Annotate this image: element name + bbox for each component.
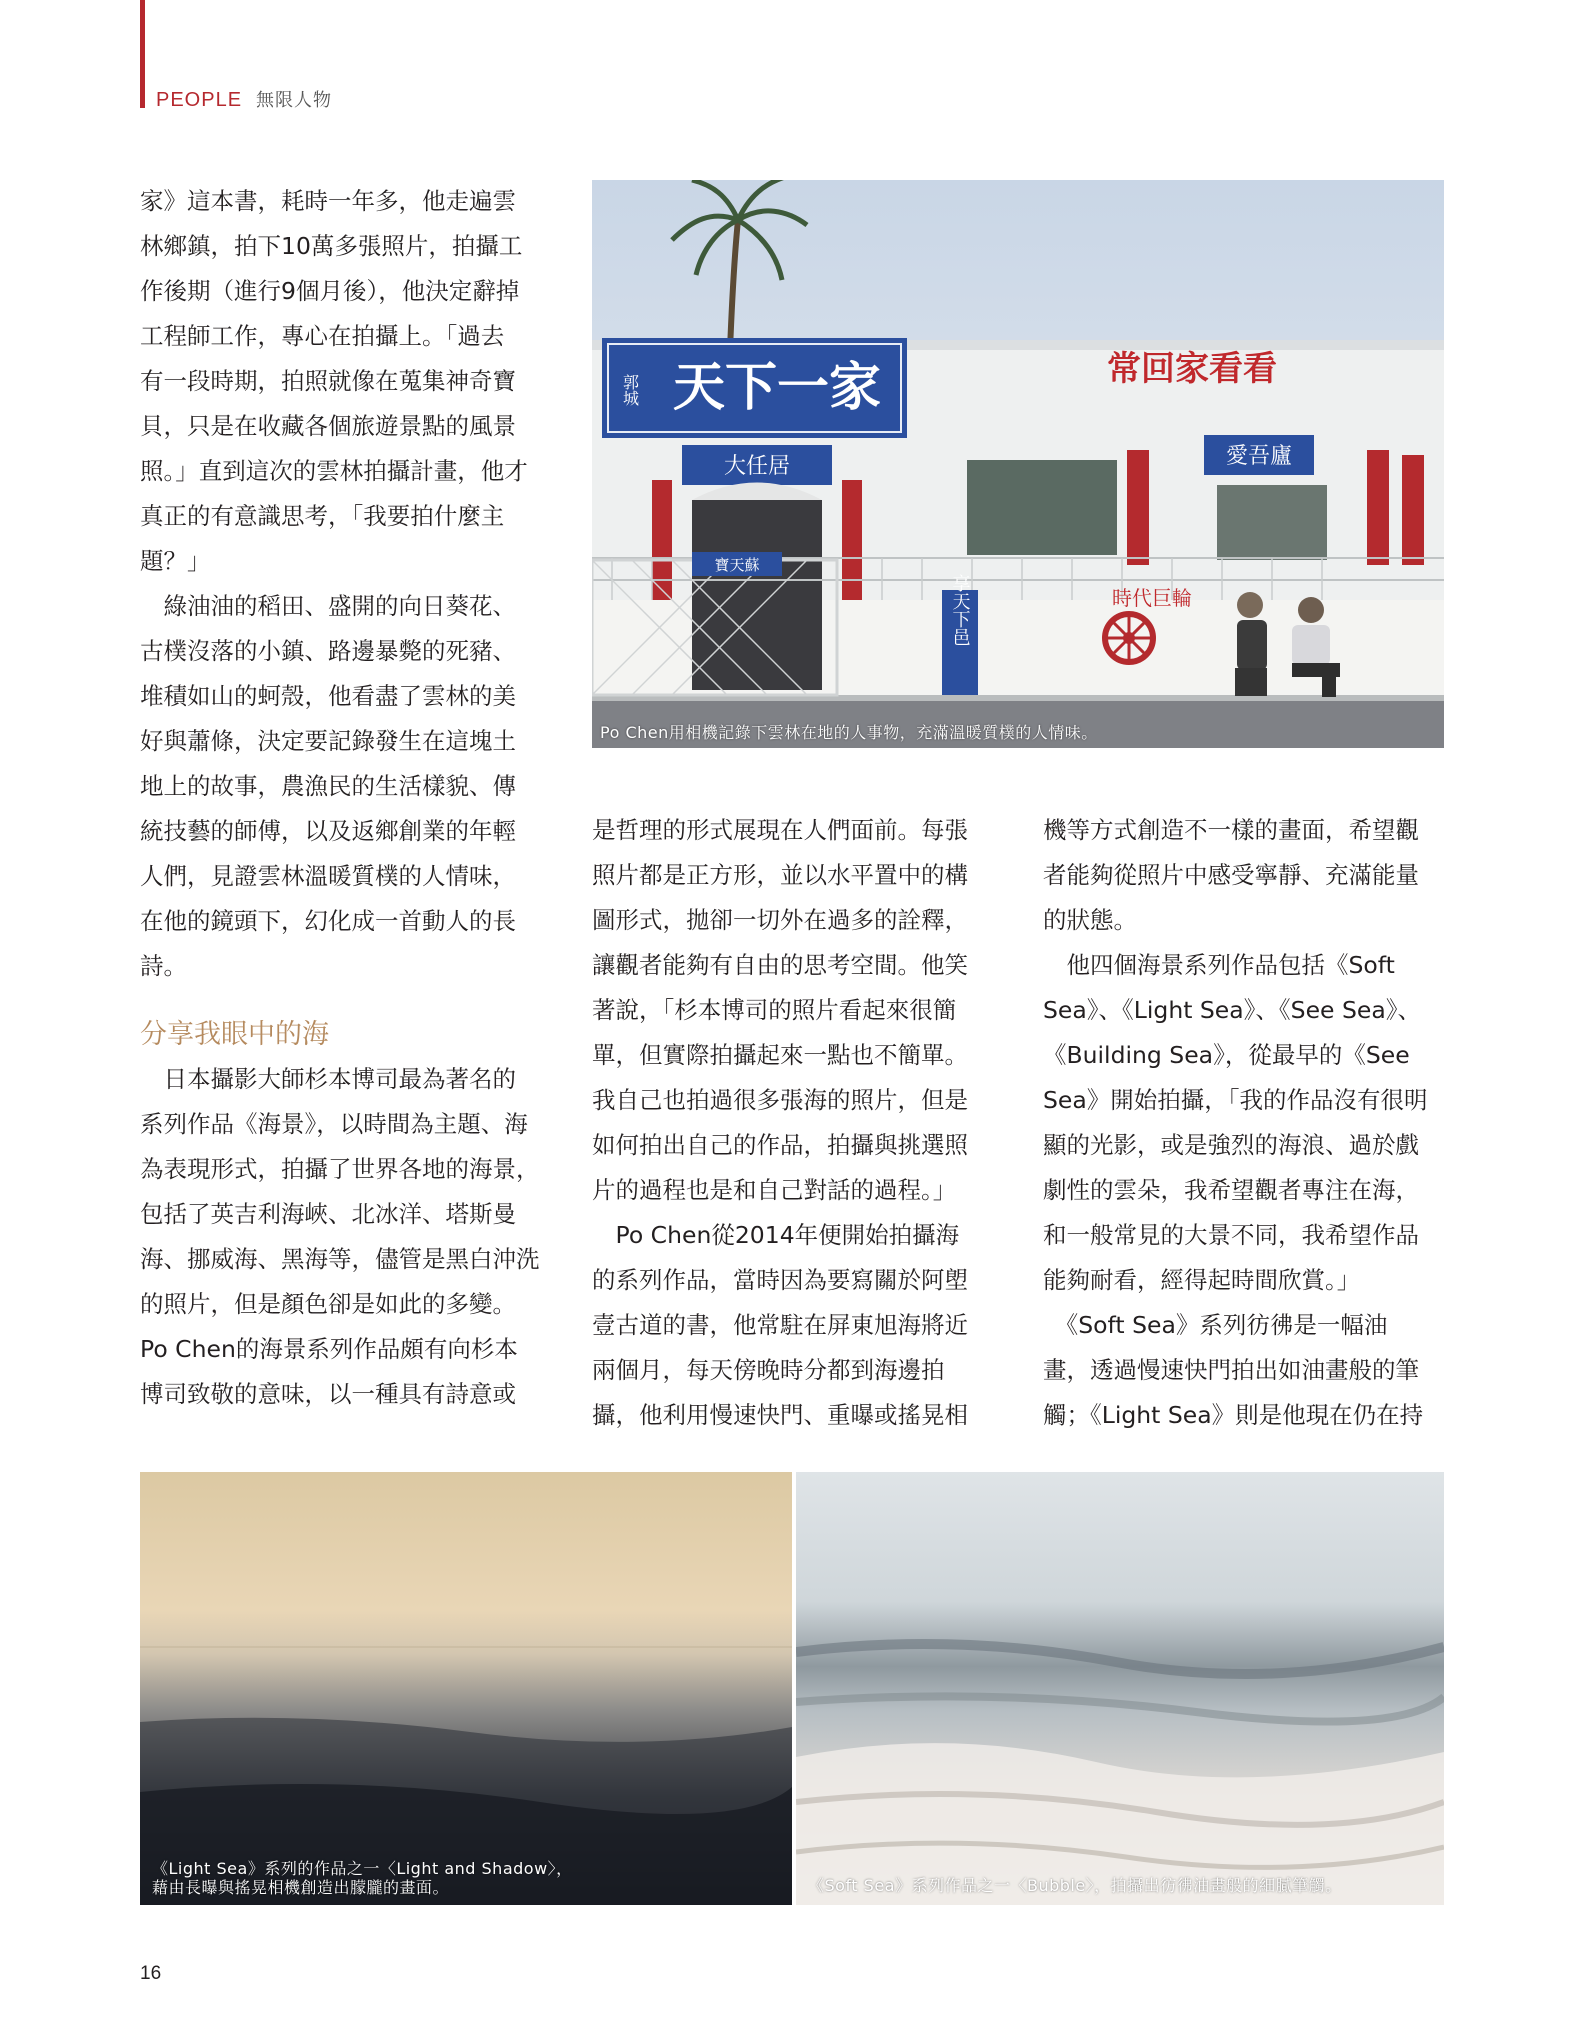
text-line: 照片都是正方形，並以水平置中的構 bbox=[592, 861, 968, 889]
page-number: 16 bbox=[140, 1963, 162, 1984]
text-line: Po Chen從2014年便開始拍攝海 bbox=[592, 1221, 960, 1249]
text-line: 讓觀者能夠有自由的思考空間。他笑 bbox=[592, 951, 968, 979]
photo-light-sea-image bbox=[140, 1472, 792, 1905]
text-line: 劇性的雲朵，我希望觀者專注在海， bbox=[1043, 1176, 1419, 1204]
text-line: 壹古道的書，他常駐在屏東旭海將近 bbox=[592, 1311, 968, 1339]
text-line: 我自己也拍過很多張海的照片，但是 bbox=[592, 1086, 968, 1114]
photo-light-sea-caption-line-1: 《Light Sea》系列的作品之一〈Light and Shadow〉， bbox=[152, 1859, 573, 1878]
column-1-body-a bbox=[140, 179, 545, 989]
text-line: 的照片，但是顏色卻是如此的多變。 bbox=[140, 1290, 516, 1318]
text-line: 日本攝影大師杉本博司最為著名的 bbox=[140, 1065, 516, 1093]
text-line: 如何拍出自己的作品，拍攝與挑選照 bbox=[592, 1131, 968, 1159]
text-line: 題？」 bbox=[140, 547, 211, 575]
sign-gate-text: 寶天蘇 bbox=[714, 556, 760, 574]
section-label: PEOPLE bbox=[156, 89, 243, 111]
text-line: 圖形式，拋卻一切外在過多的詮釋， bbox=[592, 906, 968, 934]
text-line: 顯的光影，或是強烈的海浪、過於戲 bbox=[1043, 1131, 1419, 1159]
photo-house bbox=[592, 180, 1444, 748]
text-line: 有一段時期，拍照就像在蒐集神奇寶 bbox=[140, 367, 516, 395]
sign-right-text: 常回家看看 bbox=[1107, 349, 1277, 389]
text-line: 機等方式創造不一樣的畫面，希望觀 bbox=[1043, 816, 1419, 844]
text-line: 《Building Sea》，從最早的《See bbox=[1043, 1041, 1410, 1069]
text-line: 古樸沒落的小鎮、路邊暴斃的死豬、 bbox=[140, 637, 516, 665]
sign-small-text: 郭城 bbox=[620, 374, 640, 406]
text-line: 家》這本書，耗時一年多，他走遍雲 bbox=[140, 187, 516, 215]
text-line: Sea》開始拍攝，「我的作品沒有很明 bbox=[1043, 1086, 1428, 1114]
photo-soft-sea-caption: 《Soft Sea》系列作品之一〈Bubble〉，拍攝出彷彿油畫般的細膩筆觸。 bbox=[808, 1876, 1342, 1895]
photo-house-caption: Po Chen用相機記錄下雲林在地的人事物，充滿溫暖質樸的人情味。 bbox=[600, 723, 1098, 742]
photo-light-sea bbox=[140, 1472, 792, 1905]
text-line: 觸；《Light Sea》則是他現在仍在持 bbox=[1043, 1401, 1424, 1429]
photo-house-image bbox=[592, 180, 1444, 748]
sign-main-text: 天下一家 bbox=[672, 357, 882, 418]
text-line: 好與蕭條，決定要記錄發生在這塊土 bbox=[140, 727, 516, 755]
text-line: 包括了英吉利海峽、北冰洋、塔斯曼 bbox=[140, 1200, 516, 1228]
text-line: 綠油油的稻田、盛開的向日葵花、 bbox=[140, 592, 516, 620]
text-line: 著說，「杉本博司的照片看起來很簡 bbox=[592, 996, 957, 1024]
text-line: 畫，透過慢速快門拍出如油畫般的筆 bbox=[1043, 1356, 1419, 1384]
text-line: 能夠耐看，經得起時間欣賞。」 bbox=[1043, 1266, 1361, 1294]
text-line: 是哲理的形式展現在人們面前。每張 bbox=[592, 816, 968, 844]
sign-shop-text: 愛吾廬 bbox=[1225, 444, 1293, 469]
header-accent-bar bbox=[140, 0, 145, 108]
column-1-body-b bbox=[140, 1057, 545, 1417]
text-line: 地上的故事，農漁民的生活樣貌、傳 bbox=[140, 772, 516, 800]
text-line: 貝，只是在收藏各個旅遊景點的風景 bbox=[140, 412, 516, 440]
photo-soft-sea bbox=[796, 1472, 1444, 1905]
text-line: 真正的有意識思考，「我要拍什麼主 bbox=[140, 502, 505, 530]
section-heading: 分享我眼中的海 bbox=[140, 1019, 329, 1050]
article-column-1 bbox=[140, 179, 545, 1417]
text-line: 博司致敬的意味，以一種具有詩意或 bbox=[140, 1380, 516, 1408]
sign-wall-text: 時代巨輪 bbox=[1112, 586, 1192, 610]
text-line: 片的過程也是和自己對話的過程。」 bbox=[592, 1176, 957, 1204]
sign-post-text: 享天下邑 bbox=[949, 574, 971, 646]
column-2-body bbox=[592, 808, 997, 1438]
text-line: 為表現形式，拍攝了世界各地的海景， bbox=[140, 1155, 540, 1183]
article-column-3 bbox=[1043, 808, 1448, 1438]
article-column-2 bbox=[592, 808, 997, 1438]
photo-soft-sea-image bbox=[796, 1472, 1444, 1905]
text-line: 工程師工作，專心在拍攝上。「過去 bbox=[140, 322, 505, 350]
section-subtitle: 無限人物 bbox=[256, 90, 333, 111]
text-line: 攝，他利用慢速快門、重曝或搖晃相 bbox=[592, 1401, 968, 1429]
text-line: 系列作品《海景》，以時間為主題、海 bbox=[140, 1110, 528, 1138]
text-line: 詩。 bbox=[140, 952, 187, 980]
text-line: 單，但實際拍攝起來一點也不簡單。 bbox=[592, 1041, 968, 1069]
text-line: 和一般常見的大景不同，我希望作品 bbox=[1043, 1221, 1419, 1249]
text-line: 林鄉鎮，拍下10萬多張照片，拍攝工 bbox=[140, 232, 523, 260]
text-line: 兩個月，每天傍晚時分都到海邊拍 bbox=[592, 1356, 945, 1384]
running-header bbox=[156, 86, 332, 112]
text-line: Po Chen的海景系列作品頗有向杉本 bbox=[140, 1335, 518, 1363]
photo-light-sea-caption-line-2: 藉由長曝與搖晃相機創造出朦朧的畫面。 bbox=[152, 1878, 450, 1897]
text-line: 堆積如山的蚵殼，他看盡了雲林的美 bbox=[140, 682, 516, 710]
text-line: 統技藝的師傅，以及返鄉創業的年輕 bbox=[140, 817, 516, 845]
photo-light-sea-caption bbox=[152, 1859, 573, 1897]
text-line: 作後期（進行9個月後），他決定辭掉 bbox=[140, 277, 520, 305]
text-line: 《Soft Sea》系列彷彿是一幅油 bbox=[1043, 1311, 1388, 1339]
column-3-body bbox=[1043, 808, 1448, 1438]
text-line: 的狀態。 bbox=[1043, 906, 1137, 934]
sign-door-text: 大任居 bbox=[723, 454, 791, 479]
text-line: 海、挪威海、黑海等，儘管是黑白沖洗 bbox=[140, 1245, 540, 1273]
text-line: 人們，見證雲林溫暖質樸的人情味， bbox=[140, 862, 516, 890]
text-line: 者能夠從照片中感受寧靜、充滿能量 bbox=[1043, 861, 1419, 889]
text-line: 在他的鏡頭下，幻化成一首動人的長 bbox=[140, 907, 516, 935]
text-line: 他四個海景系列作品包括《Soft bbox=[1043, 951, 1395, 979]
text-line: 照。」直到這次的雲林拍攝計畫，他才 bbox=[140, 457, 528, 485]
text-line: 的系列作品，當時因為要寫關於阿塱 bbox=[592, 1266, 968, 1294]
text-line: Sea》、《Light Sea》、《See Sea》、 bbox=[1043, 996, 1421, 1024]
